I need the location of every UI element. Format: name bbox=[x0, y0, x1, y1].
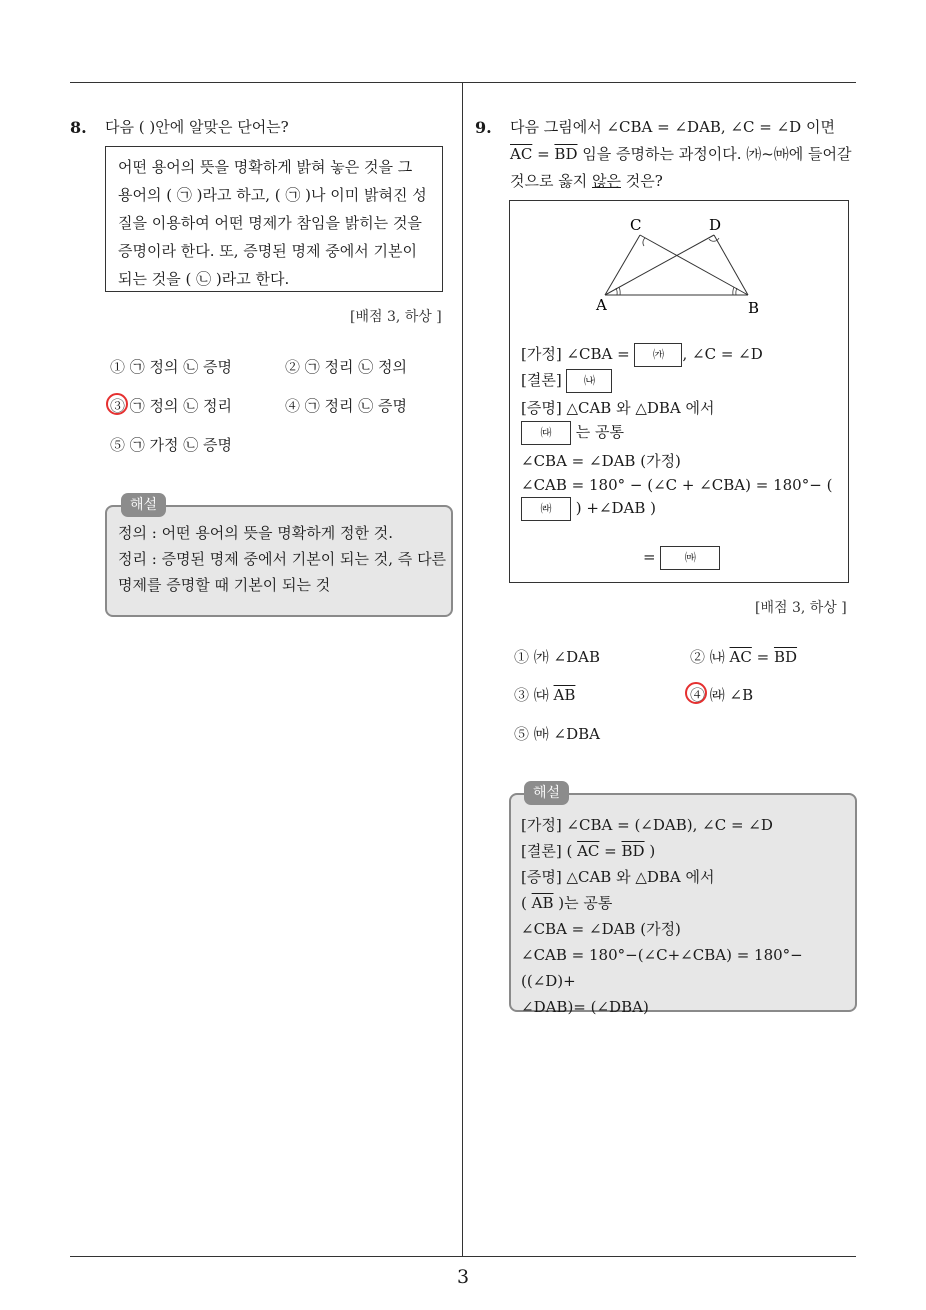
q8-solution-tag: 해설 bbox=[121, 493, 166, 517]
angle-b-arc bbox=[736, 288, 737, 295]
blank-na: ㈏ bbox=[566, 369, 612, 393]
vertex-b-label: B bbox=[748, 299, 760, 317]
proof-cab-end-text: ) +∠DAB ) bbox=[571, 499, 657, 517]
q9-solution-line: [가정] ∠CBA = (∠DAB), ∠C = ∠D bbox=[521, 816, 773, 834]
segment-bd: $\overline{BD}$ bbox=[621, 842, 645, 860]
segment-ac: $\overline{AC}$ bbox=[510, 145, 533, 163]
solution-text: ) bbox=[644, 842, 656, 860]
q9-solution-line: ∠CAB = 180°−(∠C+∠CBA) = 180°−((∠D)+ bbox=[521, 946, 803, 990]
q9-score: [배점 3, 하상 ] bbox=[755, 600, 847, 616]
q9-choice-3-label: ③ ㈐ bbox=[514, 686, 554, 704]
angle-b-arc bbox=[733, 287, 734, 295]
q9-choice-1[interactable]: ① ㈎ ∠DAB bbox=[514, 648, 600, 666]
q9-choice-3[interactable] bbox=[514, 685, 575, 705]
q8-solution-line: 명제를 증명할 때 기본이 되는 것 bbox=[118, 576, 331, 594]
q9-prompt bbox=[510, 114, 855, 195]
q8-statement-box bbox=[105, 146, 443, 292]
solution-text: )는 공통 bbox=[553, 894, 613, 912]
q9-choice-2[interactable] bbox=[690, 647, 797, 667]
angle-c-arc bbox=[643, 238, 645, 246]
blank-ga: ㈎ bbox=[634, 343, 682, 367]
segment-ab: $\overline{AB}$ bbox=[553, 686, 576, 704]
vertex-c-label: C bbox=[630, 216, 642, 234]
equals-sign: = bbox=[532, 145, 555, 163]
q8-box-line: 되는 것을 ( ㉡ )라고 한다. bbox=[118, 270, 290, 288]
proof-angle-line: ∠CBA = ∠DAB (가정) bbox=[521, 452, 681, 470]
blank-ma: ㈒ bbox=[660, 546, 720, 570]
q8-box-line: 용어의 ( ㉠ )라고 하고, ( ㉠ )나 이미 밝혀진 성 bbox=[118, 186, 427, 204]
equals-sign: = bbox=[751, 648, 774, 666]
segment-ac: $\overline{AC}$ bbox=[729, 648, 752, 666]
q8-box-line: 증명이라 한다. 또, 증명된 명제 중에서 기본이 bbox=[118, 242, 417, 260]
proof-cab-line: ∠CAB = 180° − (∠C + ∠CBA) = 180°− ( bbox=[521, 476, 833, 494]
q9-prompt-line-2-rest: 임을 증명하는 과정이다. ㈎~㈒에 들어갈 bbox=[577, 145, 852, 163]
q9-choice-2-label: ② ㈏ bbox=[690, 648, 730, 666]
top-rule bbox=[70, 82, 856, 83]
q8-prompt: 다음 ( )안에 알맞은 단어는? bbox=[105, 118, 289, 136]
q9-solution-tag: 해설 bbox=[524, 781, 569, 805]
proof-assumption-line bbox=[521, 343, 763, 367]
q8-score: [배점 3, 하상 ] bbox=[350, 309, 442, 325]
q8-number: 8. bbox=[70, 118, 87, 137]
q9-solution-line: ∠CBA = ∠DAB (가정) bbox=[521, 920, 681, 938]
q9-number: 9. bbox=[475, 118, 492, 137]
q9-prompt-line-3 bbox=[510, 168, 855, 195]
q9-choice-5[interactable]: ⑤ ㈒ ∠DBA bbox=[514, 725, 600, 743]
equals-sign: = bbox=[599, 842, 622, 860]
q9-solution-line bbox=[521, 890, 851, 916]
solution-text: [결론] ( bbox=[521, 842, 578, 860]
q8-solution-line: 정리 : 증명된 명제 중에서 기본이 되는 것, 즉 다른 bbox=[118, 550, 447, 568]
vertex-a-label: A bbox=[596, 296, 607, 314]
proof-conclusion-label: [결론] bbox=[521, 371, 562, 389]
q9-prompt-line-1: 다음 그림에서 ∠CBA = ∠DAB, ∠C = ∠D 이면 bbox=[510, 118, 835, 136]
q8-solution-text bbox=[118, 520, 446, 598]
q9-solution-line: [증명] △CAB 와 △DBA 에서 bbox=[521, 868, 715, 886]
proof-assumption-text: [가정] ∠CBA = bbox=[521, 345, 635, 363]
q8-choice-3[interactable]: ③ ㉠ 정의 ㉡ 정리 bbox=[110, 397, 233, 415]
proof-start-line: [증명] △CAB 와 △DBA 에서 bbox=[521, 399, 715, 417]
blank-ra: ㈑ bbox=[521, 497, 571, 521]
segment-ad-line bbox=[605, 235, 714, 295]
proof-common-text: 는 공통 bbox=[571, 423, 625, 441]
q9-choice-4[interactable]: ④ ㈑ ∠B bbox=[690, 686, 754, 704]
proof-assumption-text: , ∠C = ∠D bbox=[682, 345, 763, 363]
blank-da: ㈐ bbox=[521, 421, 571, 445]
proof-common-line bbox=[521, 421, 624, 445]
q9-solution-text bbox=[521, 812, 851, 1020]
angle-a-arc bbox=[619, 287, 620, 295]
segment-ac-line bbox=[605, 235, 640, 295]
q8-choice-1[interactable]: ① ㉠ 정의 ㉡ 증명 bbox=[110, 358, 233, 376]
angle-a-arc bbox=[616, 288, 617, 295]
q9-prompt-text: 것으로 옳지 bbox=[510, 172, 592, 190]
q9-answer-circle-mark bbox=[685, 682, 707, 704]
q8-choice-4[interactable]: ④ ㉠ 정리 ㉡ 증명 bbox=[285, 397, 408, 415]
column-divider bbox=[462, 82, 463, 1257]
q9-triangle-figure bbox=[590, 210, 770, 320]
segment-bc-line bbox=[640, 235, 748, 295]
q9-prompt-text: 것은? bbox=[620, 172, 663, 190]
q9-solution-line: ∠DAB)= (∠DBA) bbox=[521, 998, 649, 1016]
bottom-rule bbox=[70, 1256, 856, 1257]
q8-answer-circle-mark bbox=[106, 393, 128, 415]
page-number: 3 bbox=[456, 1266, 470, 1288]
q9-solution-line bbox=[521, 838, 851, 864]
segment-ac: $\overline{AC}$ bbox=[577, 842, 600, 860]
q9-prompt-underlined: 않은 bbox=[592, 172, 621, 190]
q8-solution-line: 정의 : 어떤 용어의 뜻을 명확하게 정한 것. bbox=[118, 524, 394, 542]
segment-ab: $\overline{AB}$ bbox=[531, 894, 554, 912]
segment-bd: $\overline{BD}$ bbox=[554, 145, 578, 163]
q8-box-line: 어떤 용어의 뜻을 명확하게 밝혀 놓은 것을 그 bbox=[118, 158, 413, 176]
q8-choice-5[interactable]: ⑤ ㉠ 가정 ㉡ 증명 bbox=[110, 436, 233, 454]
segment-bd: $\overline{BD}$ bbox=[773, 648, 798, 666]
vertex-d-label: D bbox=[709, 216, 722, 234]
q9-prompt-line-2 bbox=[510, 141, 855, 168]
proof-final-line bbox=[643, 546, 720, 570]
solution-text: ( bbox=[521, 894, 532, 912]
proof-cab-line-2 bbox=[521, 497, 656, 521]
q8-box-line: 질을 이용하여 어떤 명제가 참임을 밝히는 것을 bbox=[118, 214, 422, 232]
q8-choice-2[interactable]: ② ㉠ 정리 ㉡ 정의 bbox=[285, 358, 408, 376]
equals-sign: = bbox=[643, 548, 661, 566]
proof-conclusion-line bbox=[521, 369, 612, 393]
